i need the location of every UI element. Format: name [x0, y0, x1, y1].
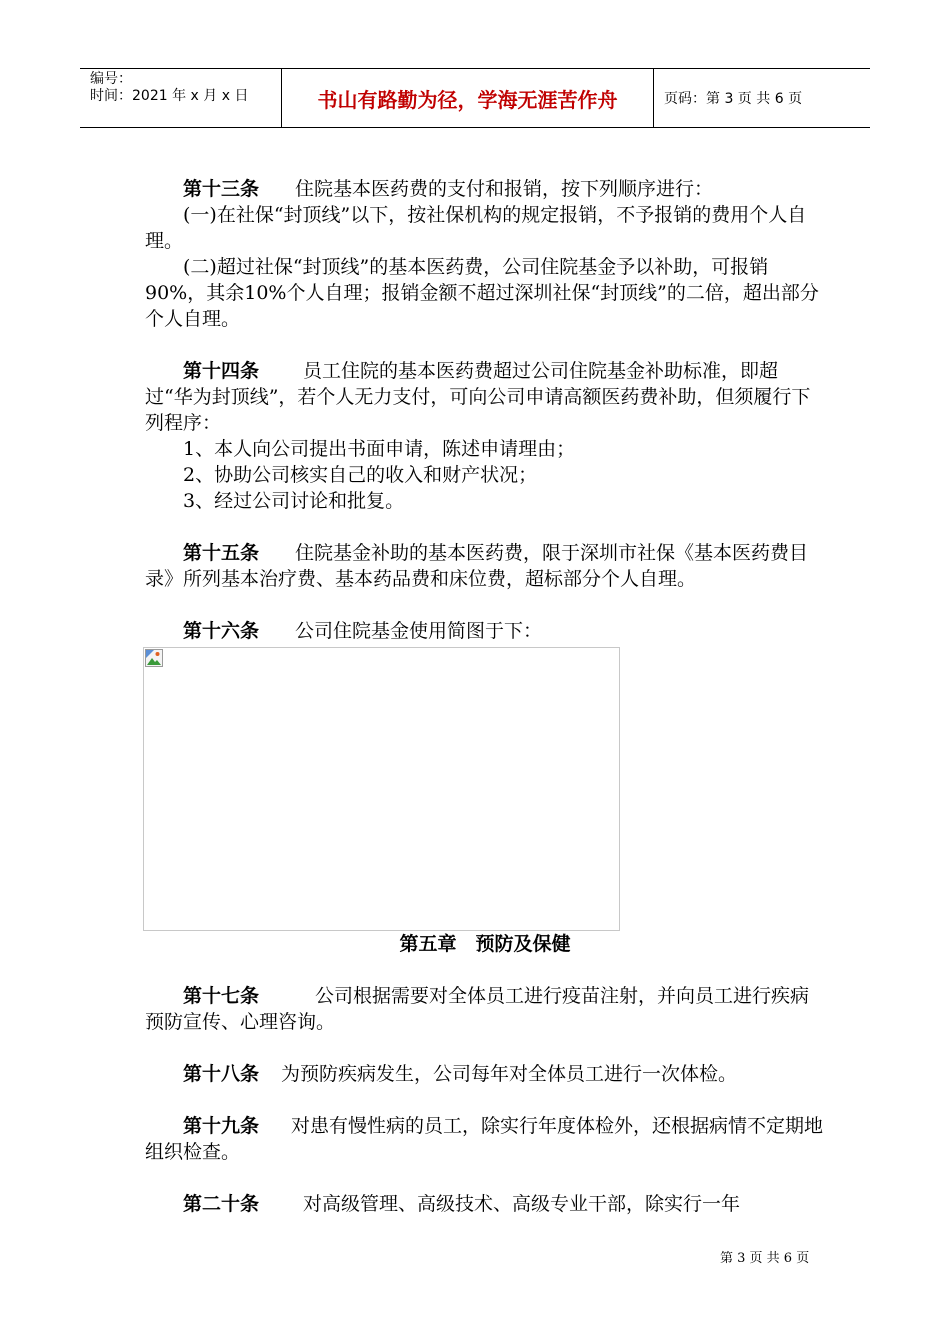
header-motto-text: 书山有路勤为径，学海无涯苦作舟: [317, 87, 618, 112]
article-16-title: 第十六条: [183, 620, 260, 642]
article-13-item-2: (二)超过社保“封顶线”的基本医药费，公司住院基金予以补助，可报销90%，其余10%个人自理；报销金额不超过深圳社保“封顶线”的二倍，超出部分个人自理。: [145, 256, 819, 330]
header-number-label: 编号：: [90, 71, 132, 87]
article-16: [145, 618, 825, 644]
article-17-title: 第十七条: [183, 985, 260, 1007]
article-13: [145, 176, 825, 202]
article-18: [145, 1061, 825, 1087]
header-motto: [282, 69, 654, 127]
page-header: [80, 68, 870, 128]
article-19-title: 第十九条: [183, 1115, 260, 1137]
article-20: [145, 1191, 825, 1217]
header-time-label: 时间：2021 年 x 月 x 日: [90, 88, 249, 104]
article-13-item-1: (一)在社保“封顶线”以下，按社保机构的规定报销，不予报销的费用个人自理。: [145, 204, 807, 252]
article-17-text: 公司根据需要对全体员工进行疫苗注射，并向员工进行疾病预防宣传、心理咨询。: [145, 985, 810, 1033]
header-page-cell: [654, 69, 870, 127]
article-14-item-1: 1、本人向公司提出书面申请，陈述申请理由；: [183, 438, 576, 460]
article-14-item-2: 2、协助公司核实自己的收入和财产状况；: [183, 464, 538, 486]
article-14-item-3: 3、经过公司讨论和批复。: [183, 490, 405, 512]
header-left-cell: [80, 69, 282, 127]
article-16-text: 公司住院基金使用简图于下：: [295, 620, 543, 642]
document-body: [145, 176, 825, 1217]
header-page-label: 页码：第 3 页 共 6 页: [664, 91, 803, 107]
article-13-text: 住院基本医药费的支付和报销，按下列顺序进行：: [295, 178, 714, 200]
article-13-title: 第十三条: [183, 178, 260, 200]
fund-usage-figure-placeholder: [143, 647, 620, 931]
article-19: [145, 1113, 825, 1165]
article-20-title: 第二十条: [183, 1193, 260, 1215]
article-18-text: 为预防疾病发生，公司每年对全体员工进行一次体检。: [281, 1063, 738, 1085]
article-19-text: 对患有慢性病的员工，除实行年度体检外，还根据病情不定期地组织检查。: [145, 1115, 824, 1163]
article-20-text: 对高级管理、高级技术、高级专业干部，除实行一年: [303, 1193, 741, 1215]
page-footer: [720, 1247, 809, 1266]
article-14-title: 第十四条: [183, 360, 260, 382]
article-15-text: 住院基金补助的基本医药费，限于深圳市社保《基本医药费目录》所列基本治疗费、基本药品费和床位费，超标部分个人自理。: [145, 542, 809, 590]
article-14: [145, 358, 825, 436]
article-18-title: 第十八条: [183, 1063, 260, 1085]
article-14-text: 员工住院的基本医药费超过公司住院基金补助标准，即超过“华为封顶线”，若个人无力支付，可向公司申请高额医药费补助，但须履行下列程序：: [145, 360, 811, 434]
article-15-title: 第十五条: [183, 542, 260, 564]
footer-page-label: 第 3 页 共 6 页: [720, 1251, 810, 1266]
article-15: [145, 540, 825, 592]
chapter-5-heading: 第五章 预防及保健: [399, 933, 571, 955]
article-17: [145, 983, 825, 1035]
broken-image-icon: [145, 649, 163, 667]
